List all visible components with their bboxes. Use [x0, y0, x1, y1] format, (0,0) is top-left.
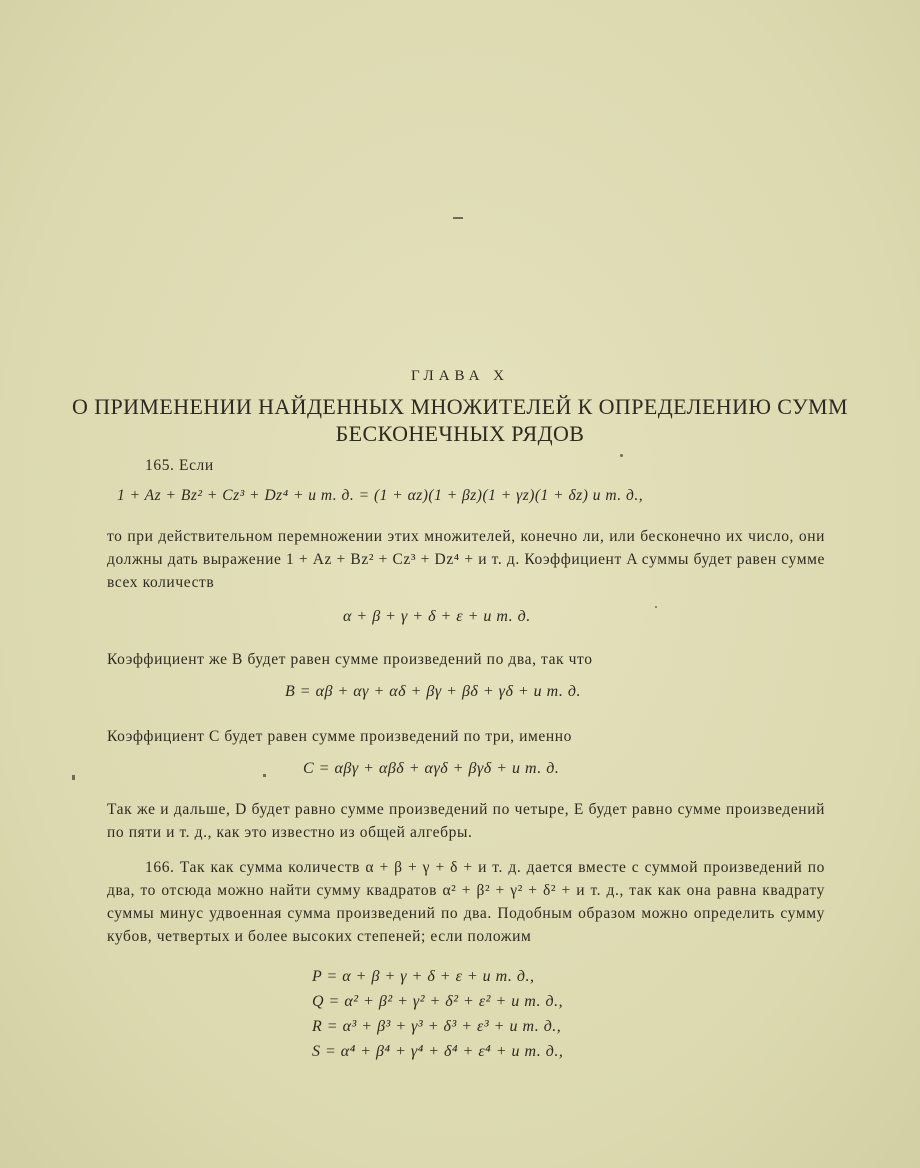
- section-165-intro: 165. Если: [145, 457, 214, 474]
- formula-q: Q = α² + β² + γ² + δ² + ε² + и т. д.,: [312, 993, 564, 1010]
- dot-mark: [655, 606, 657, 608]
- formula-c: C = αβγ + αβδ + αγδ + βγδ + и т. д.: [303, 760, 560, 777]
- formula-s: S = α⁴ + β⁴ + γ⁴ + δ⁴ + ε⁴ + и т. д.,: [312, 1043, 564, 1060]
- formula-b: B = αβ + αγ + αδ + βγ + βδ + γδ + и т. д.: [285, 683, 582, 700]
- chapter-label: ГЛАВА X: [410, 368, 510, 384]
- dash-mark: [453, 217, 463, 219]
- chapter-title: О ПРИМЕНЕНИИ НАЙДЕННЫХ МНОЖИТЕЛЕЙ К ОПРЕДЕЛЕНИЮ СУММ БЕСКОНЕЧНЫХ РЯДОВ: [72, 394, 848, 446]
- paragraph: Коэффициент же B будет равен сумме произведений по два, так что: [107, 651, 593, 668]
- power-sums-list: [312, 964, 563, 1064]
- formula-r: R = α³ + β³ + γ³ + δ³ + ε³ + и т. д.,: [312, 1018, 562, 1035]
- formula-p: P = α + β + γ + δ + ε + и т. д.,: [312, 968, 535, 985]
- dot-mark: [263, 774, 266, 777]
- sum-formula: α + β + γ + δ + ε + и т. д.: [343, 608, 531, 625]
- section-166-paragraph: 166. Так как сумма количеств α + β + γ + δ + и т. д. дается вместе с суммой произведений по два, то отсюда можно найти сумму квадратов α² + β² + γ² + δ² + и т. д., так как она равна квадрату суммы минус удвоенная сумма произведений по два. Подобным образом можно определить сумму кубов, четвертых и более высоких степеней; если положим: [107, 859, 825, 945]
- dot-mark: [72, 775, 75, 780]
- paragraph: Коэффициент C будет равен сумме произведений по три, именно: [107, 728, 573, 745]
- product-formula: 1 + Az + Bz² + Cz³ + Dz⁴ + и т. д. = (1 + αz)(1 + βz)(1 + γz)(1 + δz) и т. д.,: [117, 487, 644, 504]
- paragraph: Так же и дальше, D будет равно сумме произведений по четыре, E будет равно сумме произведений по пяти и т. д., как это известно из общей алгебры.: [107, 801, 825, 841]
- paragraph: то при действительном перемножении этих множителей, конечно ли, или бесконечно их число, они должны дать выражение 1 + Az + Bz² + Cz³ + Dz⁴ + и т. д. Коэффициент A суммы будет равен сумме всех количеств: [107, 528, 825, 591]
- dot-mark: [620, 454, 623, 457]
